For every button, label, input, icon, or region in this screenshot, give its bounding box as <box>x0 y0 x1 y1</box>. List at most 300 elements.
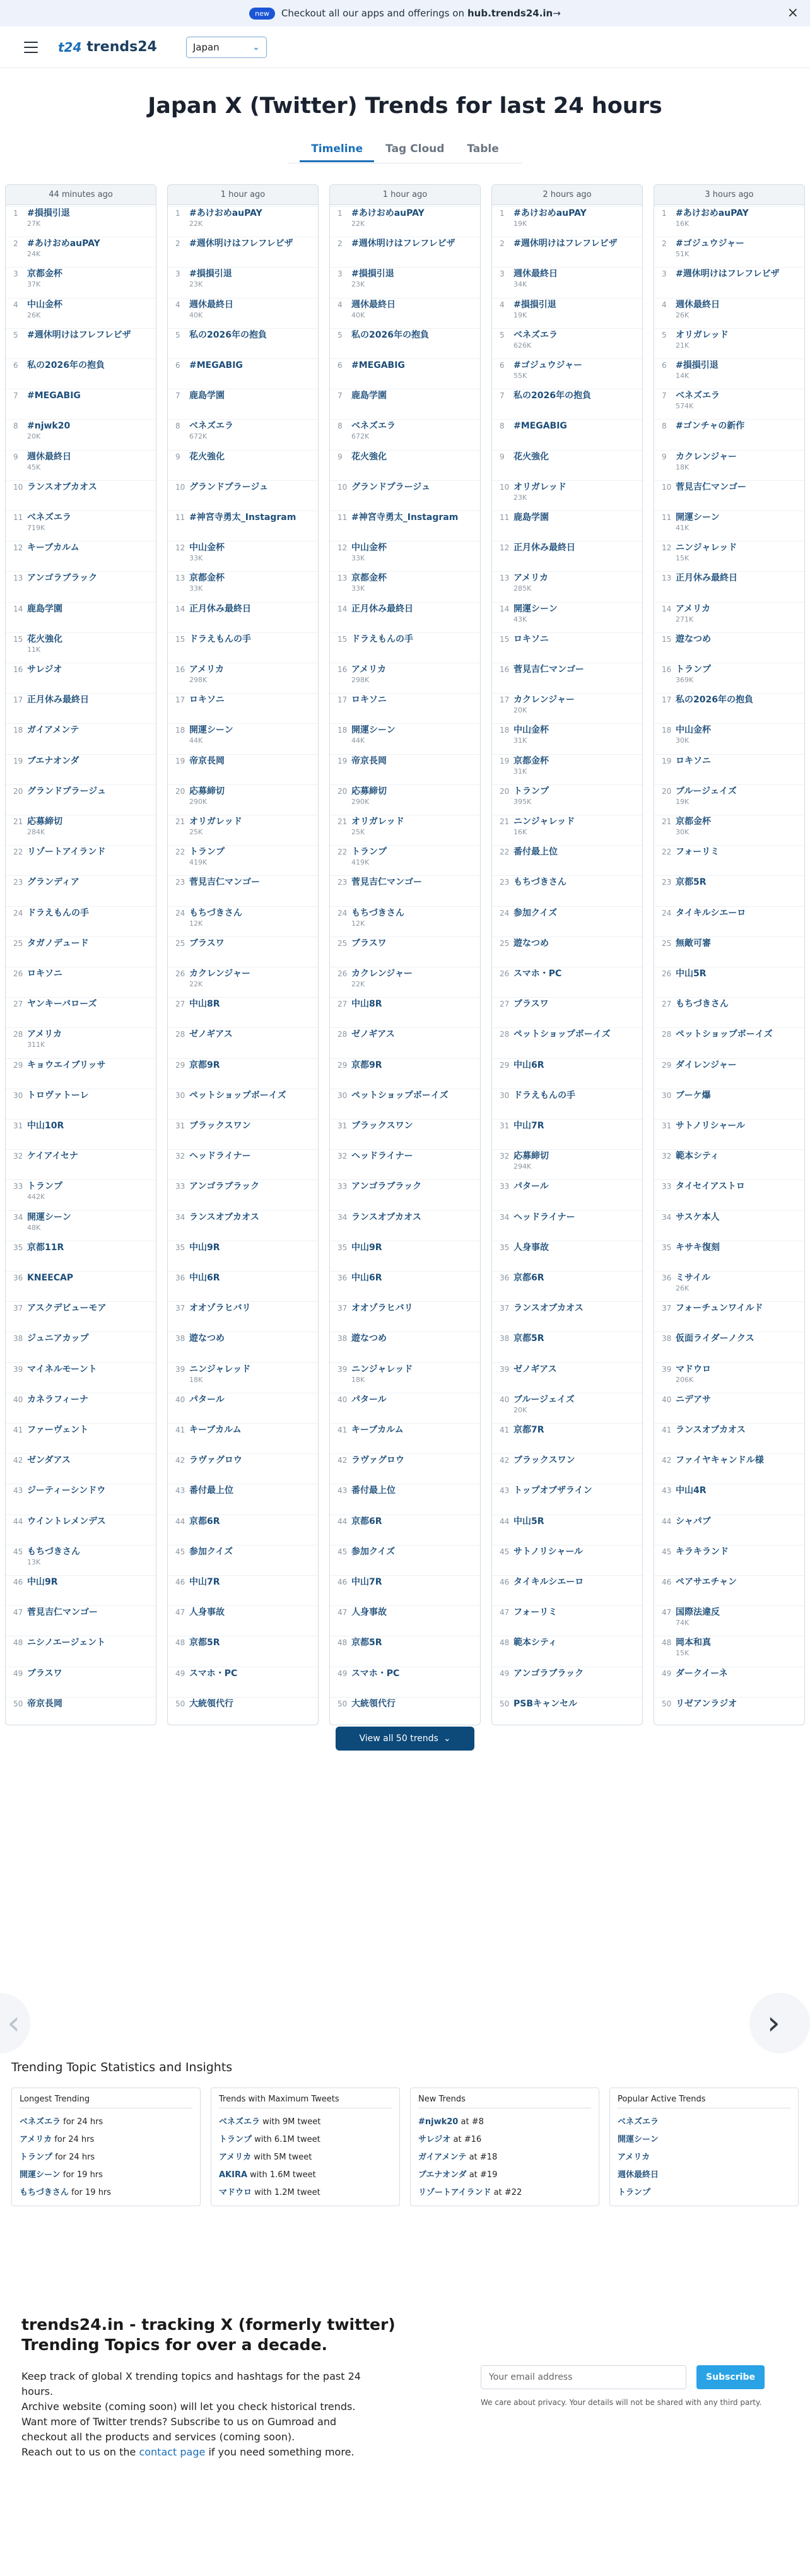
trend-link[interactable]: 菅見吉仁マンゴー <box>351 877 422 888</box>
trend-link[interactable]: ダークイーネ <box>676 1668 728 1679</box>
trend-entry <box>27 967 62 980</box>
trend-link[interactable]: ゼンダアス <box>27 1455 71 1466</box>
carousel-prev-button[interactable] <box>0 1993 30 2053</box>
trend-link[interactable]: 応募締切 <box>514 1151 549 1162</box>
trend-link[interactable]: 花火強化 <box>189 451 225 462</box>
trend-link[interactable]: パタール <box>351 1394 387 1405</box>
trend-link[interactable]: 帝京長岡 <box>351 755 387 766</box>
trend-link[interactable]: 京都7R <box>514 1425 544 1435</box>
close-icon[interactable]: × <box>787 5 799 21</box>
trend-link[interactable]: スマホ・PC <box>189 1668 238 1679</box>
trend-link[interactable]: #あけおめauPAY <box>676 208 749 218</box>
trend-link[interactable]: フォーリミ <box>676 847 720 858</box>
trend-link[interactable]: #ゴンチャの新作 <box>676 421 745 432</box>
trend-link[interactable]: 中山8R <box>189 999 220 1010</box>
trend-link[interactable]: #神宮寺勇太_Instagram <box>351 512 459 523</box>
trend-link[interactable]: 京都5R <box>351 1638 382 1648</box>
trend-link[interactable]: ニンジャレッド <box>676 543 737 553</box>
trend-link[interactable]: #njwk20 <box>27 421 71 432</box>
trend-link[interactable]: 週休最終日 <box>514 269 558 280</box>
trend-link[interactable]: ウイントレメンデス <box>27 1516 106 1527</box>
trend-link[interactable]: ゼノギアス <box>189 1029 233 1040</box>
trend-link[interactable]: ヘッドライナー <box>514 1212 575 1222</box>
trend-link[interactable]: 正月休み最終日 <box>27 695 89 706</box>
trend-rank: 43 <box>175 1486 185 1496</box>
trend-link[interactable]: AKIRA <box>219 2170 248 2180</box>
trend-link[interactable]: #週休明けはフレフレビザ <box>189 239 293 249</box>
trend-link[interactable]: ランスオブカオス <box>27 482 97 492</box>
trend-link[interactable]: ドラえもんの手 <box>514 1090 575 1101</box>
trend-link[interactable]: グランドプラージュ <box>351 482 431 492</box>
trend-link[interactable]: 開運シーン <box>618 2135 659 2144</box>
trend-link[interactable]: 中山金杯 <box>514 725 549 736</box>
trend-link[interactable]: 中山4R <box>676 1486 707 1496</box>
trend-link[interactable]: 菅見吉仁マンゴー <box>676 482 746 492</box>
trend-link[interactable]: 応募締切 <box>351 786 387 796</box>
trend-link[interactable]: ニシノエージェント <box>27 1638 106 1648</box>
trend-link[interactable]: 開運シーン <box>351 725 396 736</box>
trend-link[interactable]: もちづきさん <box>676 999 729 1010</box>
contact-page-link[interactable]: contact page <box>139 2446 206 2458</box>
trend-link[interactable]: ヤンキーバローズ <box>27 999 97 1010</box>
trend-link[interactable]: ヘッドライナー <box>351 1151 413 1162</box>
trend-link[interactable]: マイネルモーント <box>27 1364 97 1374</box>
trend-link[interactable]: ニデアサ <box>676 1394 711 1405</box>
trend-link[interactable]: カクレンジャー <box>676 451 737 462</box>
trend-link[interactable]: 正月休み最終日 <box>189 603 251 614</box>
trend-link[interactable]: ランスオブカオス <box>189 1212 259 1222</box>
trend-link[interactable]: 中山9R <box>27 1577 58 1587</box>
trend-link[interactable]: 京都6R <box>351 1516 382 1527</box>
trend-link[interactable]: 鹿島学園 <box>189 391 225 401</box>
trend-link[interactable]: 正月休み最終日 <box>351 603 413 614</box>
trend-link[interactable]: 人身事故 <box>514 1242 549 1253</box>
trend-link[interactable]: #MEGABIG <box>189 360 243 370</box>
trend-link[interactable]: 京都金杯 <box>27 269 62 280</box>
trend-link[interactable]: マドウロ <box>219 2188 252 2197</box>
trend-link[interactable]: マドウロ <box>676 1364 711 1374</box>
trend-link[interactable]: オオゾラヒバリ <box>189 1303 251 1314</box>
trend-link[interactable]: ゼノギアス <box>514 1364 557 1374</box>
tab-tag-cloud[interactable]: Tag Cloud <box>385 143 445 155</box>
trend-link[interactable]: アンゴラブラック <box>514 1668 584 1679</box>
trend-link[interactable]: ニンジャレッド <box>189 1364 251 1374</box>
trend-link[interactable]: アメリカ <box>20 2135 52 2144</box>
trend-link[interactable]: 京都5R <box>676 877 707 888</box>
trend-link[interactable]: アメリカ <box>219 2153 252 2162</box>
trend-link[interactable]: 京都9R <box>189 1060 220 1070</box>
trend-link[interactable]: ファーヴェント <box>27 1425 89 1435</box>
trend-link[interactable]: アスクデビューモア <box>27 1303 107 1314</box>
email-field[interactable]: Your email address <box>481 2365 686 2389</box>
trend-link[interactable]: #ゴジュウジャー <box>514 360 583 370</box>
trend-link[interactable]: アメリカ <box>618 2153 650 2162</box>
trend-link[interactable]: 開運シーン <box>514 603 558 614</box>
trend-link[interactable]: リゼアンラジオ <box>676 1698 737 1709</box>
trend-link[interactable]: トランプ <box>27 1181 62 1192</box>
trend-link[interactable]: パタール <box>514 1181 549 1192</box>
trend-link[interactable]: 私の2026年の抱負 <box>676 695 753 706</box>
view-all-trends-button[interactable] <box>336 1727 474 1751</box>
trend-link[interactable]: #MEGABIG <box>351 360 405 370</box>
trend-rank: 25 <box>338 938 348 948</box>
trend-link[interactable]: ケイアイセナ <box>27 1151 78 1162</box>
trend-link[interactable]: アメリカ <box>27 1029 62 1040</box>
trend-link[interactable]: ペアサエチャン <box>676 1577 737 1587</box>
banner-link[interactable]: hub.trends24.in <box>467 8 553 19</box>
hamburger-menu-icon[interactable] <box>24 42 38 53</box>
trend-link[interactable]: もちづきさん <box>20 2188 69 2197</box>
trend-link[interactable]: 岡本和真 <box>676 1638 711 1648</box>
trend-link[interactable]: 開運シーン <box>20 2170 61 2180</box>
trend-entry <box>514 1698 577 1710</box>
trend-link[interactable]: もちづきさん <box>514 877 566 888</box>
subscribe-button[interactable]: Subscribe <box>696 2365 765 2389</box>
trend-link[interactable]: リゾートアイランド <box>418 2188 491 2197</box>
trend-link[interactable]: #週休明けはフレフレビザ <box>514 239 618 249</box>
trend-link[interactable]: オリガレッド <box>676 329 729 340</box>
trend-link[interactable]: 仮面ライダーノクス <box>676 1333 754 1344</box>
trend-link[interactable]: ファイヤキャンドル様 <box>676 1455 764 1466</box>
trend-rank: 5 <box>175 330 180 340</box>
trend-link[interactable]: ドラえもんの手 <box>189 634 251 644</box>
trend-link[interactable]: ペットショップボーイズ <box>676 1029 773 1040</box>
trend-link[interactable]: ロキソニ <box>27 969 62 979</box>
trend-link[interactable]: トランプ <box>20 2153 53 2162</box>
trend-link[interactable]: ベネズエラ <box>514 329 558 340</box>
trend-link[interactable]: シャパブ <box>676 1516 711 1527</box>
trend-link[interactable]: #MEGABIG <box>514 421 567 432</box>
trend-link[interactable]: 番付最上位 <box>514 847 558 858</box>
trend-link[interactable]: ゼノギアス <box>351 1029 395 1040</box>
trend-link[interactable]: 私の2026年の抱負 <box>514 391 591 401</box>
trend-link[interactable]: 京都金杯 <box>189 573 225 584</box>
trend-link[interactable]: カクレンジャー <box>514 695 575 706</box>
trend-link[interactable]: #週休明けはフレフレビザ <box>351 239 455 249</box>
trend-link[interactable]: キラキランド <box>676 1546 729 1557</box>
trend-link[interactable]: ランスオブカオス <box>514 1303 584 1314</box>
trend-link[interactable]: 私の2026年の抱負 <box>351 329 429 340</box>
trend-link[interactable]: ヘッドライナー <box>189 1151 251 1162</box>
trend-link[interactable]: 帝京長岡 <box>27 1698 62 1709</box>
trend-link[interactable]: キサキ復刻 <box>676 1242 720 1253</box>
trend-link[interactable]: ペットショップボーイズ <box>189 1090 286 1101</box>
trend-link[interactable]: ロキソニ <box>514 634 549 644</box>
trend-link[interactable]: #あけおめauPAY <box>27 239 100 249</box>
trend-link[interactable]: 中山5R <box>514 1516 544 1527</box>
trend-link[interactable]: ブラスワ <box>189 938 225 948</box>
trend-link[interactable]: #損損引退 <box>351 269 394 280</box>
trend-link[interactable]: ロキソニ <box>676 755 711 766</box>
trend-link[interactable]: ガイアメンテ <box>27 725 79 736</box>
trend-link[interactable]: 週休最終日 <box>27 451 71 462</box>
carousel-next-button[interactable] <box>749 1993 810 2053</box>
trend-link[interactable]: キョウエイブリッサ <box>27 1060 106 1070</box>
trend-link[interactable]: ブルージェイズ <box>676 786 737 796</box>
trend-link[interactable]: 中山6R <box>351 1273 382 1283</box>
trend-link[interactable]: #MEGABIG <box>27 391 81 401</box>
trend-link[interactable]: タイキルシエーロ <box>676 907 746 918</box>
trend-link[interactable]: 中山7R <box>514 1121 544 1131</box>
trend-link[interactable]: 無敵可審 <box>676 938 711 948</box>
trend-link[interactable]: ベネズエラ <box>676 391 720 401</box>
trend-link[interactable]: アンゴラブラック <box>189 1181 260 1192</box>
trend-link[interactable]: ブラスワ <box>27 1668 62 1679</box>
trend-link[interactable]: 国際法違反 <box>676 1607 720 1618</box>
trend-link[interactable]: トロヴァトーレ <box>27 1090 89 1101</box>
trend-link[interactable]: タガノデュード <box>27 938 89 948</box>
trend-link[interactable]: 鹿島学園 <box>351 391 387 401</box>
trend-link[interactable]: 中山金杯 <box>189 543 225 553</box>
trend-link[interactable]: 中山9R <box>189 1242 220 1253</box>
trend-link[interactable]: #あけおめauPAY <box>189 208 262 218</box>
trend-link[interactable]: 京都金杯 <box>351 573 387 584</box>
trend-link[interactable]: ガイアメンテ <box>418 2153 467 2162</box>
trend-link[interactable]: 参加クイズ <box>351 1546 396 1557</box>
trend-link[interactable]: 菅見吉仁マンゴー <box>514 665 584 675</box>
trend-link[interactable]: オリガレッド <box>514 482 566 492</box>
trend-link[interactable]: KNEECAP <box>27 1273 74 1283</box>
trend-link[interactable]: ベネズエラ <box>219 2117 261 2127</box>
trend-link[interactable]: ブラックスワン <box>189 1121 251 1131</box>
trend-link[interactable]: #njwk20 <box>418 2117 459 2127</box>
trend-link[interactable]: #週休明けはフレフレビザ <box>27 329 131 340</box>
tweet-count: 31K <box>514 767 527 776</box>
trend-link[interactable]: オリガレッド <box>189 817 242 827</box>
trend-link[interactable]: 応募締切 <box>189 786 225 796</box>
trend-link[interactable]: ブラスワ <box>351 938 387 948</box>
trend-link[interactable]: ブルージェイズ <box>514 1394 575 1405</box>
list-item <box>168 1332 318 1362</box>
trend-link[interactable]: 開運シーン <box>189 725 233 736</box>
trend-link[interactable]: 週休最終日 <box>618 2170 659 2180</box>
trend-link[interactable]: 菅見吉仁マンゴー <box>189 877 260 888</box>
trend-link[interactable]: 中山金杯 <box>351 543 387 553</box>
trend-link[interactable]: #週休明けはフレフレビザ <box>676 269 780 280</box>
trend-link[interactable]: 鹿島学園 <box>27 603 62 614</box>
trend-link[interactable]: オオゾラヒバリ <box>351 1303 413 1314</box>
trend-link[interactable]: パタール <box>189 1394 225 1405</box>
trend-rank: 24 <box>662 908 672 918</box>
trend-link[interactable]: ジュニアカップ <box>27 1333 89 1344</box>
trend-link[interactable]: トランプ <box>514 786 549 796</box>
trend-link[interactable]: #損損引退 <box>514 299 556 310</box>
trend-link[interactable]: 週休最終日 <box>189 299 233 310</box>
trend-link[interactable]: #あけおめauPAY <box>514 208 587 218</box>
trend-link[interactable]: 中山8R <box>351 999 382 1010</box>
trend-link[interactable]: 花火強化 <box>514 451 549 462</box>
trend-link[interactable]: トランプ <box>351 847 387 858</box>
trend-link[interactable]: ブエナオンダ <box>27 755 79 766</box>
trend-link[interactable]: サトノリシャール <box>676 1121 746 1131</box>
trend-link[interactable]: 週休最終日 <box>351 299 396 310</box>
trend-link[interactable]: サレジオ <box>418 2135 451 2144</box>
trend-link[interactable]: カクレンジャー <box>351 969 413 979</box>
trend-link[interactable]: ベネズエラ <box>189 421 233 432</box>
trend-link[interactable]: ロキソニ <box>351 695 387 706</box>
trend-link[interactable]: アンゴラブラック <box>27 573 98 584</box>
trend-link[interactable]: #ゴジュウジャー <box>676 239 745 249</box>
trend-link[interactable]: アメリカ <box>676 603 711 614</box>
trend-link[interactable]: 正月休み最終日 <box>676 573 737 584</box>
trend-link[interactable]: キーブカルム <box>351 1425 404 1435</box>
trend-link[interactable]: ベネズエラ <box>351 421 396 432</box>
trend-link[interactable]: ブラックスワン <box>514 1455 575 1466</box>
tweet-count: 23K <box>351 280 365 289</box>
trend-link[interactable]: 京都5R <box>189 1638 220 1648</box>
trend-link[interactable]: 人身事故 <box>351 1607 387 1618</box>
trend-link[interactable]: ブエナオンダ <box>418 2170 467 2180</box>
trend-link[interactable]: トランプ <box>189 847 225 858</box>
trend-link[interactable]: 大統領代行 <box>351 1698 396 1709</box>
trend-link[interactable]: ラヴァグロウ <box>189 1455 242 1466</box>
trend-link[interactable]: グランドプラージュ <box>189 482 269 492</box>
trend-link[interactable]: トランプ <box>618 2188 651 2197</box>
trend-link[interactable]: ラヴァグロウ <box>351 1455 404 1466</box>
trend-link[interactable]: 京都5R <box>514 1333 544 1344</box>
trend-link[interactable]: 週休最終日 <box>676 299 720 310</box>
trend-link[interactable]: アンゴラブラック <box>351 1181 422 1192</box>
trend-link[interactable]: 私の2026年の抱負 <box>27 360 105 370</box>
trend-link[interactable]: アメリカ <box>189 665 225 675</box>
stats-row <box>20 2131 192 2149</box>
trend-link[interactable]: 中山10R <box>27 1121 64 1131</box>
list-item <box>330 1301 480 1332</box>
trend-link[interactable]: 番付最上位 <box>189 1486 233 1496</box>
trend-link[interactable]: 中山金杯 <box>676 725 711 736</box>
trend-link[interactable]: トップオブザライン <box>514 1486 592 1496</box>
trend-link[interactable]: ジーティーシンドウ <box>27 1486 106 1496</box>
trend-link[interactable]: 中山7R <box>189 1577 220 1587</box>
trend-link[interactable]: もちづきさん <box>351 907 404 918</box>
trend-link[interactable]: 番付最上位 <box>351 1486 396 1496</box>
trend-link[interactable]: ランスオブカオス <box>351 1212 421 1222</box>
trend-link[interactable]: アメリカ <box>514 573 549 584</box>
trend-link[interactable]: 京都11R <box>27 1242 64 1253</box>
trend-link[interactable]: 京都金杯 <box>676 817 711 827</box>
trend-link[interactable]: 範本シティ <box>676 1151 719 1162</box>
site-logo[interactable] <box>58 39 157 55</box>
trend-link[interactable]: ダイレンジャー <box>676 1060 737 1070</box>
trend-link[interactable]: #損損引退 <box>676 360 719 370</box>
trend-link[interactable]: 京都6R <box>189 1516 220 1527</box>
trend-link[interactable]: 遊なつめ <box>676 634 711 644</box>
trend-link[interactable]: ドラえもんの手 <box>351 634 413 644</box>
trend-link[interactable]: 中山6R <box>189 1273 220 1283</box>
trend-link[interactable]: グランディア <box>27 877 79 888</box>
tab-table[interactable]: Table <box>467 143 499 155</box>
trend-link[interactable]: ニンジャレッド <box>514 817 575 827</box>
trend-link[interactable]: 京都6R <box>514 1273 544 1283</box>
list-item <box>6 906 156 936</box>
trend-link[interactable]: ブーケ爆 <box>676 1090 711 1101</box>
trend-link[interactable]: 遊なつめ <box>351 1333 387 1344</box>
trend-link[interactable]: タイキルシエーロ <box>514 1577 584 1587</box>
trend-link[interactable]: フォーチュンワイルド <box>676 1303 763 1314</box>
trend-link[interactable]: 帝京長岡 <box>189 755 225 766</box>
trend-link[interactable]: 参加クイズ <box>514 907 558 918</box>
trend-link[interactable]: ベネズエラ <box>618 2117 659 2127</box>
trend-link[interactable]: トランプ <box>676 665 711 675</box>
trend-link[interactable]: ブラックスワン <box>351 1121 413 1131</box>
trend-link[interactable]: 遊なつめ <box>514 938 549 948</box>
trend-link[interactable]: ランスオブカオス <box>676 1425 746 1435</box>
trend-link[interactable]: オリガレッド <box>351 817 404 827</box>
trend-entry <box>514 481 566 502</box>
trend-link[interactable]: ロキソニ <box>189 695 225 706</box>
trend-link[interactable]: #あけおめauPAY <box>351 208 425 218</box>
trend-link[interactable]: ペットショップボーイズ <box>351 1090 449 1101</box>
trend-link[interactable]: ニンジャレッド <box>351 1364 413 1374</box>
trend-link[interactable]: フォーリミ <box>514 1607 558 1618</box>
trend-link[interactable]: PSBキャンセル <box>514 1698 578 1709</box>
trend-link[interactable]: 中山9R <box>351 1242 382 1253</box>
trend-link[interactable]: 人身事故 <box>189 1607 225 1618</box>
trend-link[interactable]: 応募締切 <box>27 817 62 827</box>
trend-link[interactable]: もちづきさん <box>27 1546 80 1557</box>
trend-link[interactable]: スマホ・PC <box>351 1668 400 1679</box>
trend-link[interactable]: もちづきさん <box>189 907 242 918</box>
trend-link[interactable]: ベネズエラ <box>27 512 71 523</box>
trend-link[interactable]: グランドプラージュ <box>27 786 107 796</box>
trend-link[interactable]: #損損引退 <box>189 269 232 280</box>
trend-link[interactable]: 参加クイズ <box>189 1546 233 1557</box>
trend-column <box>5 184 156 1725</box>
trend-link[interactable]: キーブカルム <box>27 543 79 553</box>
trend-link[interactable]: アメリカ <box>351 665 387 675</box>
trend-link[interactable]: 正月休み最終日 <box>514 543 575 553</box>
trend-link[interactable]: #神宮寺勇太_Instagram <box>189 512 296 523</box>
trend-link[interactable]: ベネズエラ <box>20 2117 61 2127</box>
trend-link[interactable]: タイセイアストロ <box>676 1181 745 1192</box>
trend-link[interactable]: 鹿島学園 <box>514 512 549 523</box>
trend-link[interactable]: ドラえもんの手 <box>27 907 89 918</box>
trend-link[interactable]: 花火強化 <box>351 451 387 462</box>
trend-link[interactable]: トランプ <box>219 2135 252 2144</box>
trend-link[interactable]: 花火強化 <box>27 634 62 644</box>
trend-link[interactable]: 私の2026年の抱負 <box>189 329 267 340</box>
country-select[interactable] <box>186 37 267 58</box>
list-item <box>6 997 156 1027</box>
trend-link[interactable]: カクレンジャー <box>189 969 251 979</box>
trend-link[interactable]: 中山5R <box>676 969 707 979</box>
trend-link[interactable]: スマホ・PC <box>514 969 562 979</box>
trend-link[interactable]: 中山7R <box>351 1577 382 1587</box>
trend-link[interactable]: ブラスワ <box>514 999 549 1010</box>
trend-link[interactable]: キーブカルム <box>189 1425 242 1435</box>
trend-link[interactable]: サレジオ <box>27 665 62 675</box>
trend-entry <box>351 633 413 646</box>
trend-link[interactable]: 中山金杯 <box>27 299 62 310</box>
trend-link[interactable]: 中山6R <box>514 1060 544 1070</box>
trend-link[interactable]: ペットショップボーイズ <box>514 1029 611 1040</box>
trend-link[interactable]: 開運シーン <box>27 1212 71 1222</box>
trend-link[interactable]: 京都9R <box>351 1060 382 1070</box>
tab-timeline[interactable]: Timeline <box>300 143 374 162</box>
trend-link[interactable]: 範本シティ <box>514 1638 557 1648</box>
trend-link[interactable]: 大統領代行 <box>189 1698 233 1709</box>
trend-link[interactable]: 開運シーン <box>676 512 720 523</box>
trend-link[interactable]: #損損引退 <box>27 208 70 218</box>
trend-link[interactable]: カネラフィーナ <box>27 1394 88 1405</box>
trend-link[interactable]: リゾートアイランド <box>27 847 106 858</box>
trend-link[interactable]: 遊なつめ <box>189 1333 225 1344</box>
trend-link[interactable]: サトノリシャール <box>514 1546 584 1557</box>
trend-link[interactable]: 京都金杯 <box>514 755 549 766</box>
trend-link[interactable]: ミサイル <box>676 1273 711 1283</box>
trend-link[interactable]: サスケ本人 <box>676 1212 720 1222</box>
trend-link[interactable]: 菅見吉仁マンゴー <box>27 1607 98 1618</box>
